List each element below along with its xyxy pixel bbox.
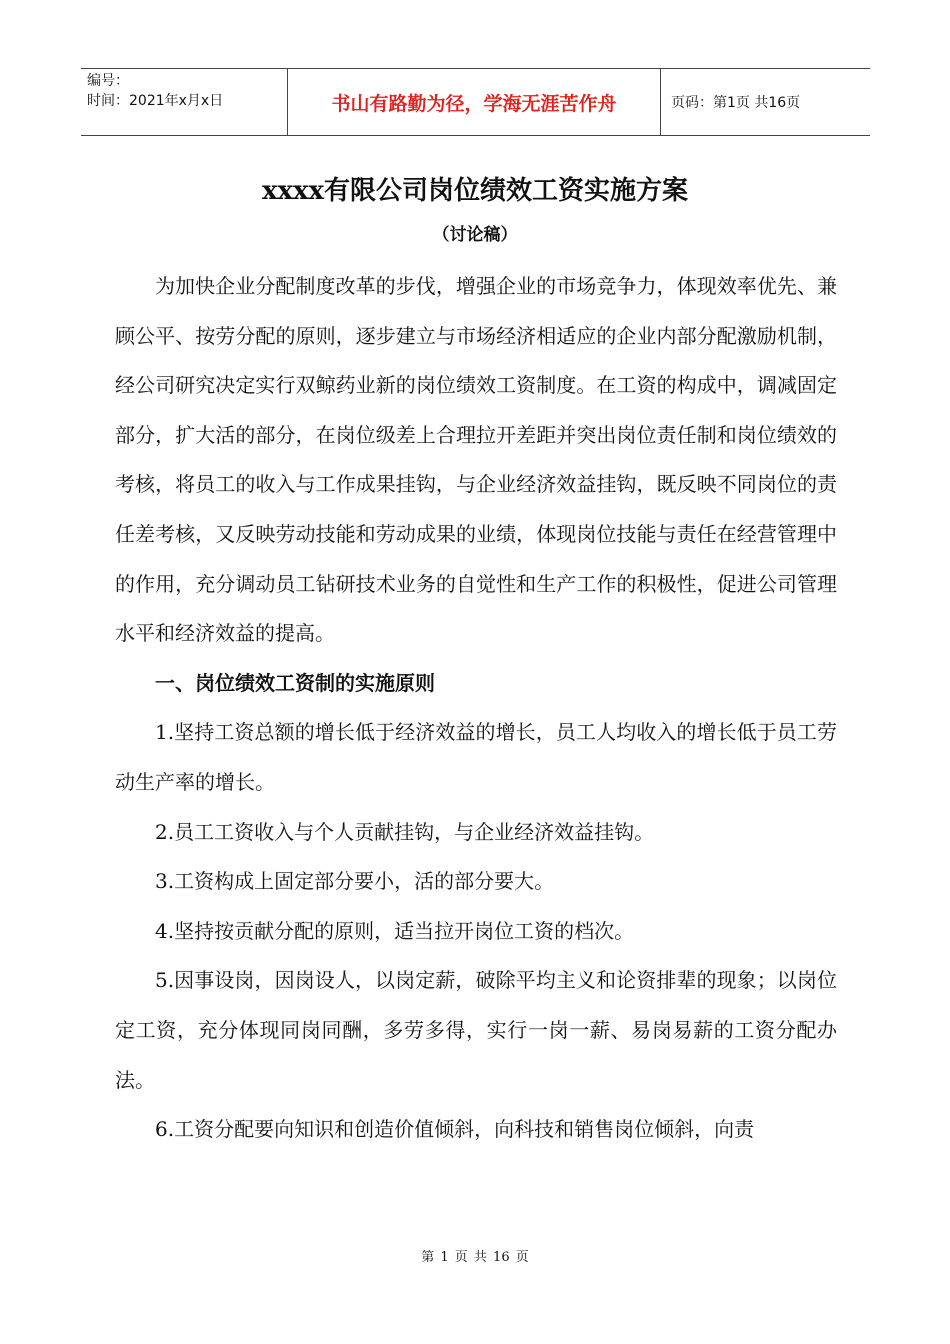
document-subtitle: （讨论稿） (432, 225, 518, 245)
header-meta-cell (81, 69, 288, 136)
intro-paragraph: 为加快企业分配制度改革的步伐，增强企业的市场竞争力，体现效率优先、兼顾公平、按劳分配的原则，逐步建立与市场经济相适应的企业内部分配激励机制，经公司研究决定实行双鲸药业新的岗位绩效工资制度。在工资的构成中，调减固定部分，扩大活的部分，在岗位级差上合理拉开差距并突出岗位责任制和岗位绩效的考核，将员工的收入与工作成果挂钩，与企业经济效益挂钩，既反映不同岗位的责任差考核，又反映劳动技能和劳动成果的业绩，体现岗位技能与责任在经营管理中的作用，充分调动员工钻研技术业务的自觉性和生产工作的积极性，促进公司管理水平和经济效益的提高。 (115, 274, 837, 646)
principle-item-4: 4.坚持按贡献分配的原则，适当拉开岗位工资的档次。 (155, 918, 635, 943)
document-body (115, 262, 837, 1155)
number-label: 编号： (87, 73, 129, 89)
section-heading: 一、岗位绩效工资制的实施原则 (155, 670, 435, 695)
time-label: 时间：2021年x月x日 (87, 93, 224, 109)
header-page-info: 页码：第1页 共16页 (661, 69, 871, 136)
document-header (81, 68, 870, 136)
principle-item-5: 5.因事设岗，因岗设人，以岗定薪，破除平均主义和论资排辈的现象；以岗位定工资，充分体现同岗同酬，多劳多得，实行一岗一薪、易岗易薪的工资分配办法。 (115, 968, 837, 1092)
page-footer: 第 1 页 共 16 页 (421, 1250, 529, 1265)
principle-item-2: 2.员工工资收入与个人贡献挂钩，与企业经济效益挂钩。 (155, 819, 655, 844)
document-title: xxxx有限公司岗位绩效工资实施方案 (261, 176, 688, 206)
principle-item-1: 1.坚持工资总额的增长低于经济效益的增长，员工人均收入的增长低于员工劳动生产率的增长。 (115, 720, 837, 794)
header-motto: 书山有路勤为径，学海无涯苦作舟 (288, 69, 661, 136)
principle-item-3: 3.工资构成上固定部分要小，活的部分要大。 (155, 869, 555, 894)
principle-item-6: 6.工资分配要向知识和创造价值倾斜，向科技和销售岗位倾斜，向责 (155, 1117, 755, 1142)
